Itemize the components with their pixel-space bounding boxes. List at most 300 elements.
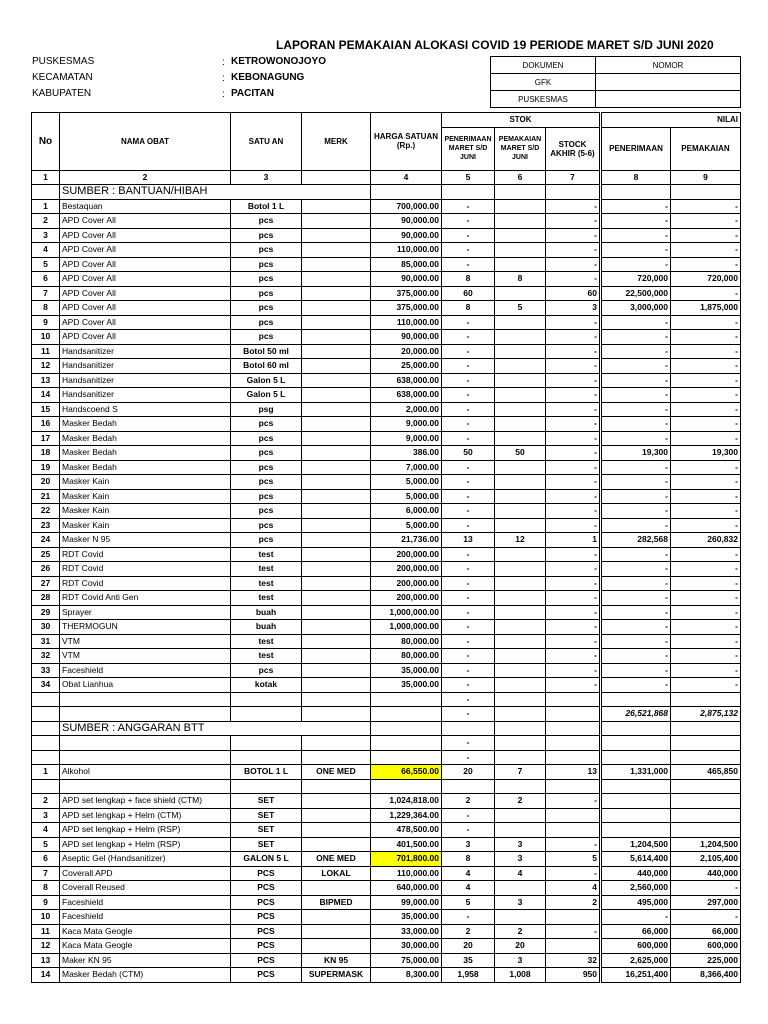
cell: - (442, 591, 495, 606)
cell: PCS (231, 968, 302, 983)
cell: - (671, 286, 741, 301)
cell (495, 649, 546, 664)
cell: BIPMED (302, 895, 371, 910)
cell (302, 388, 371, 403)
cell: - (671, 663, 741, 678)
section-row (32, 185, 741, 200)
cell: Masker Kain (60, 518, 231, 533)
cell: APD Cover All (60, 257, 231, 272)
cell (302, 823, 371, 838)
cell (495, 315, 546, 330)
cell: 18 (32, 446, 60, 461)
cell: psg (231, 402, 302, 417)
cell: 375,000.00 (371, 286, 442, 301)
cell: - (546, 576, 601, 591)
cell: THERMOGUN (60, 620, 231, 635)
cell (371, 750, 442, 765)
cell (546, 721, 601, 736)
cell: APD Cover All (60, 243, 231, 258)
cell: pcs (231, 431, 302, 446)
cell: PCS (231, 953, 302, 968)
cell: 75,000.00 (371, 953, 442, 968)
cell: 440,000 (671, 866, 741, 881)
cell: - (442, 547, 495, 562)
cell (302, 330, 371, 345)
table-row (32, 533, 741, 548)
cell: 3 (546, 301, 601, 316)
cell (371, 736, 442, 751)
cell: - (601, 228, 671, 243)
cell: pcs (231, 330, 302, 345)
cell: 8 (442, 852, 495, 867)
cell (302, 649, 371, 664)
cell: 60 (546, 286, 601, 301)
cell: 2 (32, 794, 60, 809)
cell: APD Cover All (60, 286, 231, 301)
cell: - (546, 330, 601, 345)
value-puskesmas: KETROWONOJOYO (231, 56, 327, 67)
table-row (32, 736, 741, 751)
cell (495, 576, 546, 591)
cell: Alkohol (60, 765, 231, 780)
cell: 20 (32, 475, 60, 490)
col-penerimaan-stok: PENERIMAAN MARET S/D JUNI (442, 127, 495, 170)
cell (302, 518, 371, 533)
cell: - (546, 388, 601, 403)
cell: 25,000.00 (371, 359, 442, 374)
cell (371, 707, 442, 722)
cell: 638,000.00 (371, 373, 442, 388)
cell: APD set lengkap + Helm (CTM) (60, 808, 231, 823)
cell: 3 (32, 228, 60, 243)
table-row (32, 373, 741, 388)
cell: 12 (32, 939, 60, 954)
table-row (32, 939, 741, 954)
cell: 90,000.00 (371, 330, 442, 345)
cell: test (231, 547, 302, 562)
cell (495, 881, 546, 896)
cell (302, 924, 371, 939)
cell (302, 707, 371, 722)
table-row (32, 692, 741, 707)
cell: - (601, 373, 671, 388)
cell: 90,000.00 (371, 272, 442, 287)
cell: test (231, 634, 302, 649)
cell: - (671, 373, 741, 388)
cell: 1 (32, 170, 60, 185)
cell (231, 707, 302, 722)
cell: - (546, 417, 601, 432)
cell: 30,000.00 (371, 939, 442, 954)
cell: - (442, 243, 495, 258)
cell (495, 460, 546, 475)
cell: 3 (495, 852, 546, 867)
cell: 282,568 (601, 533, 671, 548)
cell (302, 214, 371, 229)
cell (442, 721, 495, 736)
cell: - (601, 620, 671, 635)
cell: 30 (32, 620, 60, 635)
cell: 35,000.00 (371, 910, 442, 925)
cell: - (671, 417, 741, 432)
cell (32, 779, 60, 794)
sep: : (222, 73, 225, 84)
cell: 66,000 (671, 924, 741, 939)
cell (495, 388, 546, 403)
cell (495, 634, 546, 649)
cell: 13 (32, 373, 60, 388)
cell: - (601, 634, 671, 649)
cell: - (546, 866, 601, 881)
sep: : (222, 57, 225, 68)
cell: - (671, 199, 741, 214)
cell: 6 (495, 170, 546, 185)
cell: 32 (32, 649, 60, 664)
cell: 20 (442, 939, 495, 954)
cell: 2 (442, 924, 495, 939)
cell: - (442, 620, 495, 635)
cell: PCS (231, 866, 302, 881)
cell: - (671, 475, 741, 490)
cell: - (546, 634, 601, 649)
cell: APD Cover All (60, 228, 231, 243)
table-row (32, 837, 741, 852)
value-kabupaten: PACITAN (231, 88, 274, 99)
cell: - (601, 489, 671, 504)
cell: 28 (32, 591, 60, 606)
cell: - (601, 605, 671, 620)
cell: pcs (231, 301, 302, 316)
cell: 1 (32, 765, 60, 780)
column-number-row (32, 170, 741, 185)
cell: - (601, 591, 671, 606)
cell: APD set lengkap + Helm (RSP) (60, 823, 231, 838)
table-row (32, 895, 741, 910)
value-kecamatan: KEBONAGUNG (231, 72, 305, 83)
cell: ONE MED (302, 765, 371, 780)
cell: 3 (231, 170, 302, 185)
cell: - (546, 315, 601, 330)
cell: - (546, 228, 601, 243)
cell: - (546, 562, 601, 577)
cell: APD Cover All (60, 330, 231, 345)
cell (495, 620, 546, 635)
cell (32, 721, 60, 736)
section-row (32, 721, 741, 736)
table-row (32, 228, 741, 243)
cell: Faceshield (60, 895, 231, 910)
cell: 1,229,364.00 (371, 808, 442, 823)
cell (495, 591, 546, 606)
col-pemakaian: PEMAKAIAN (671, 127, 741, 170)
cell (442, 185, 495, 200)
table-row (32, 866, 741, 881)
cell: 2 (442, 794, 495, 809)
cell (302, 837, 371, 852)
cell (60, 707, 231, 722)
cell: - (601, 243, 671, 258)
cell (495, 214, 546, 229)
cell (601, 736, 671, 751)
cell: 5,614,400 (601, 852, 671, 867)
cell: Handsanitizer (60, 388, 231, 403)
cell (302, 257, 371, 272)
cell: KN 95 (302, 953, 371, 968)
cell (302, 431, 371, 446)
cell: APD Cover All (60, 301, 231, 316)
cell: 13 (32, 953, 60, 968)
cell: 1,008 (495, 968, 546, 983)
cell: pcs (231, 446, 302, 461)
cell: 14 (32, 388, 60, 403)
cell: LOKAL (302, 866, 371, 881)
table-row (32, 489, 741, 504)
cell: 7 (495, 765, 546, 780)
cell: 5 (442, 170, 495, 185)
cell: 34 (32, 678, 60, 693)
cell (495, 475, 546, 490)
col-pemakaian-stok: PEMAKAIAN MARET S/D JUNI (495, 127, 546, 170)
cell: 9,000.00 (371, 417, 442, 432)
cell: 23 (32, 518, 60, 533)
cell: - (546, 373, 601, 388)
cell (495, 199, 546, 214)
cell: 8 (32, 881, 60, 896)
cell: SET (231, 837, 302, 852)
cell: 60 (442, 286, 495, 301)
section-title: SUMBER : ANGGARAN BTT (60, 721, 371, 736)
col-nama-obat: NAMA OBAT (60, 113, 231, 171)
table-row (32, 402, 741, 417)
cell: pcs (231, 228, 302, 243)
cell: - (671, 562, 741, 577)
cell (302, 547, 371, 562)
cell: - (601, 199, 671, 214)
document-table (490, 56, 741, 108)
cell (495, 721, 546, 736)
cell: - (442, 910, 495, 925)
cell: - (546, 431, 601, 446)
cell: 14 (32, 968, 60, 983)
cell: SET (231, 823, 302, 838)
cell: - (546, 504, 601, 519)
cell: 8 (442, 272, 495, 287)
cell: Kaca Mata Geogle (60, 924, 231, 939)
cell: - (442, 808, 495, 823)
cell: pcs (231, 518, 302, 533)
cell: 15 (32, 402, 60, 417)
cell: buah (231, 620, 302, 635)
cell: 4 (442, 866, 495, 881)
cell: 3 (495, 837, 546, 852)
cell: - (671, 228, 741, 243)
cell: - (671, 402, 741, 417)
table-row (32, 388, 741, 403)
cell (302, 446, 371, 461)
table-row (32, 953, 741, 968)
cell (302, 344, 371, 359)
cell: 2,625,000 (601, 953, 671, 968)
cell: - (601, 663, 671, 678)
cell: 20 (495, 939, 546, 954)
cell: 13 (546, 765, 601, 780)
cell: pcs (231, 460, 302, 475)
cell: Obat Lianhua (60, 678, 231, 693)
table-row (32, 518, 741, 533)
cell: 1,204,500 (671, 837, 741, 852)
doc-header: NOMOR (596, 57, 741, 74)
cell: - (601, 214, 671, 229)
cell (371, 721, 442, 736)
cell: Masker N 95 (60, 533, 231, 548)
group-nilai: NILAI (601, 113, 741, 128)
cell (671, 750, 741, 765)
cell (302, 243, 371, 258)
cell: - (442, 750, 495, 765)
cell: 21,736.00 (371, 533, 442, 548)
cell: 3 (442, 837, 495, 852)
cell: 85,000.00 (371, 257, 442, 272)
cell (32, 736, 60, 751)
cell: - (546, 257, 601, 272)
cell: - (442, 489, 495, 504)
cell: 1 (546, 533, 601, 548)
cell (495, 185, 546, 200)
cell: Botol 50 ml (231, 344, 302, 359)
cell: 99,000.00 (371, 895, 442, 910)
cell (302, 359, 371, 374)
cell (495, 547, 546, 562)
cell (60, 692, 231, 707)
cell: 5 (32, 257, 60, 272)
cell: 8 (442, 301, 495, 316)
col-no: No (32, 113, 60, 171)
cell: VTM (60, 649, 231, 664)
cell: 8,300.00 (371, 968, 442, 983)
cell: 1,000,000.00 (371, 620, 442, 635)
cell: - (601, 330, 671, 345)
cell: buah (231, 605, 302, 620)
col-penerimaan: PENERIMAAN (601, 127, 671, 170)
cell: 3 (32, 808, 60, 823)
cell: 5,000.00 (371, 518, 442, 533)
table-row (32, 330, 741, 345)
cell: 950 (546, 968, 601, 983)
cell: 5 (495, 301, 546, 316)
cell (302, 591, 371, 606)
cell: - (671, 504, 741, 519)
table-row (32, 257, 741, 272)
cell: 4 (546, 881, 601, 896)
cell: 6 (32, 852, 60, 867)
cell: - (546, 663, 601, 678)
col-merk: MERK (302, 113, 371, 171)
cell: - (671, 649, 741, 664)
cell: - (442, 823, 495, 838)
cell: - (442, 359, 495, 374)
cell: - (671, 634, 741, 649)
cell: - (671, 359, 741, 374)
cell: - (671, 460, 741, 475)
cell (601, 721, 671, 736)
table-row (32, 649, 741, 664)
cell (495, 489, 546, 504)
cell: - (546, 620, 601, 635)
cell: - (601, 649, 671, 664)
table-row (32, 765, 741, 780)
cell: - (601, 910, 671, 925)
cell: - (442, 431, 495, 446)
cell: - (671, 243, 741, 258)
cell (302, 663, 371, 678)
table-row (32, 881, 741, 896)
cell: - (601, 257, 671, 272)
cell: 3,000,000 (601, 301, 671, 316)
cell: 5,000.00 (371, 489, 442, 504)
cell (302, 634, 371, 649)
cell: - (546, 272, 601, 287)
cell (231, 779, 302, 794)
cell (546, 910, 601, 925)
cell: - (442, 330, 495, 345)
cell: - (442, 373, 495, 388)
cell: APD Cover All (60, 315, 231, 330)
cell: 20,000.00 (371, 344, 442, 359)
cell (546, 823, 601, 838)
table-row (32, 243, 741, 258)
cell: 8 (495, 272, 546, 287)
cell (302, 562, 371, 577)
cell: 9 (32, 315, 60, 330)
cell: 33 (32, 663, 60, 678)
table-row (32, 910, 741, 925)
cell: 17 (32, 431, 60, 446)
cell: Masker Bedah (60, 431, 231, 446)
table-row (32, 808, 741, 823)
cell (546, 707, 601, 722)
cell (495, 779, 546, 794)
cell: 5 (442, 895, 495, 910)
cell: 19 (32, 460, 60, 475)
total-row (32, 707, 741, 722)
label-kabupaten: KABUPATEN (32, 88, 92, 99)
cell: 440,000 (601, 866, 671, 881)
cell: Bestaquan (60, 199, 231, 214)
cell (302, 272, 371, 287)
cell: 200,000.00 (371, 547, 442, 562)
cell (60, 736, 231, 751)
cell (601, 823, 671, 838)
cell: - (546, 678, 601, 693)
cell (495, 359, 546, 374)
cell: - (546, 359, 601, 374)
cell: PCS (231, 881, 302, 896)
table-row (32, 272, 741, 287)
doc-header: DOKUMEN (491, 57, 596, 74)
cell: 80,000.00 (371, 634, 442, 649)
cell: - (546, 591, 601, 606)
cell: 200,000.00 (371, 576, 442, 591)
cell (231, 736, 302, 751)
cell: 1 (32, 199, 60, 214)
cell: - (546, 214, 601, 229)
cell: 19,300 (671, 446, 741, 461)
cell: 35 (442, 953, 495, 968)
cell: 2 (60, 170, 231, 185)
cell: - (601, 402, 671, 417)
cell: Handsanitizer (60, 344, 231, 359)
doc-cell: PUSKESMAS (491, 91, 596, 108)
